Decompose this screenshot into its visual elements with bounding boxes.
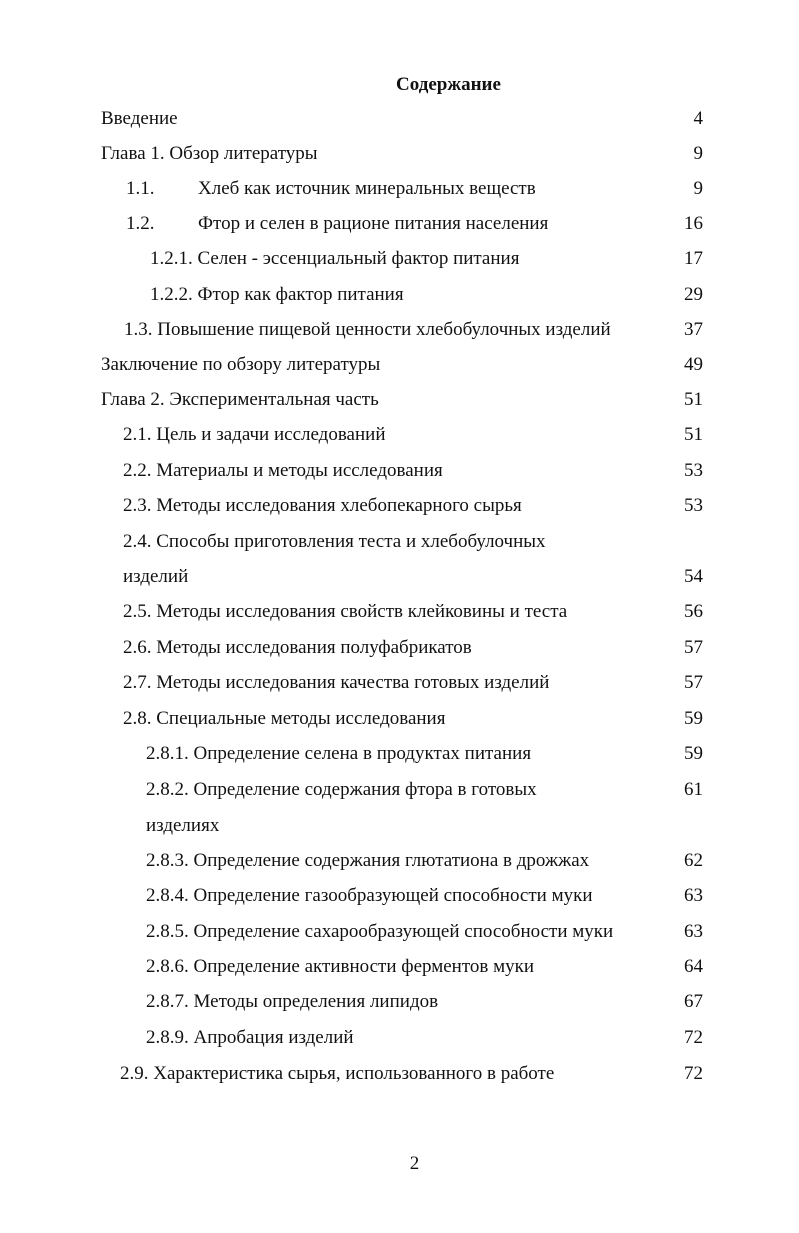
toc-entry-text: Хлеб как источник минеральных веществ — [198, 178, 536, 199]
toc-entry-page: 54 — [684, 566, 703, 587]
toc-entry-text: 2.6. Методы исследования полуфабрикатов — [123, 637, 472, 658]
toc-entry-page: 59 — [684, 743, 703, 764]
toc-entry-text: 2.4. Способы приготовления теста и хлебобулочных — [123, 531, 546, 552]
toc-entry-page: 63 — [684, 921, 703, 942]
toc-entry-text: 2.9. Характеристика сырья, использованного в работе — [120, 1063, 555, 1084]
toc-entry-page: 56 — [684, 601, 703, 622]
toc-entry-text: 2.8.3. Определение содержания глютатиона в дрожжах — [146, 850, 590, 871]
toc-entry-text: 2.8. Специальные методы исследования — [123, 708, 446, 729]
toc-entry-page: 9 — [693, 178, 703, 199]
toc-entry-page: 17 — [684, 248, 703, 269]
toc-entry-text: Введение — [101, 108, 178, 129]
toc-entry-text: Фтор и селен в рационе питания населения — [198, 213, 549, 234]
toc-entry-text: Заключение по обзору литературы — [101, 354, 381, 375]
toc-entry-page: 16 — [684, 213, 703, 234]
toc-entry-page: 62 — [684, 850, 703, 871]
toc-entry-label: 1.1. — [126, 178, 155, 199]
toc-entry-page: 9 — [693, 143, 703, 164]
toc-entry-page: 61 — [684, 779, 703, 800]
toc-entry-text-continued: изделий — [123, 566, 189, 587]
toc-entry-page: 53 — [684, 495, 703, 516]
toc-entry-page: 72 — [684, 1027, 703, 1048]
toc-entry-text: 2.8.1. Определение селена в продуктах питания — [146, 743, 532, 764]
toc-entry-text: 2.8.7. Методы определения липидов — [146, 991, 439, 1012]
toc-entry-text: 2.8.9. Апробация изделий — [146, 1027, 354, 1048]
toc-entry-text: 1.3. Повышение пищевой ценности хлебобулочных изделий — [124, 319, 611, 340]
toc-entry-page: 72 — [684, 1063, 703, 1084]
toc-entry-text: 2.8.4. Определение газообразующей способности муки — [146, 885, 593, 906]
toc-entry-text-continued: изделиях — [146, 815, 220, 836]
toc-entry-page: 59 — [684, 708, 703, 729]
toc-entry-text: 2.8.5. Определение сахарообразующей способности муки — [146, 921, 614, 942]
toc-entry-text: 2.2. Материалы и методы исследования — [123, 460, 443, 481]
page-number: 2 — [409, 1153, 420, 1174]
toc-entry-page: 64 — [684, 956, 703, 977]
toc-entry-text: 2.1. Цель и задачи исследований — [123, 424, 386, 445]
page-title: Содержание — [396, 74, 501, 95]
toc-entry-page: 63 — [684, 885, 703, 906]
toc-entry-text: Глава 2. Экспериментальная часть — [101, 389, 379, 410]
toc-entry-page: 4 — [693, 108, 703, 129]
toc-entry-page: 51 — [684, 424, 703, 445]
toc-entry-text: 2.5. Методы исследования свойств клейковины и теста — [123, 601, 568, 622]
toc-entry-text: 1.2.1. Селен - эссенциальный фактор питания — [150, 248, 520, 269]
toc-entry-page: 57 — [684, 672, 703, 693]
toc-entry-page: 67 — [684, 991, 703, 1012]
toc-entry-text: 2.7. Методы исследования качества готовых изделий — [123, 672, 550, 693]
toc-entry-text: 1.2.2. Фтор как фактор питания — [150, 284, 404, 305]
toc-entry-text: 2.8.6. Определение активности ферментов муки — [146, 956, 535, 977]
toc-entry-page: 49 — [684, 354, 703, 375]
toc-entry-label: 1.2. — [126, 213, 155, 234]
toc-entry-text: 2.8.2. Определение содержания фтора в готовых — [146, 779, 537, 800]
toc-entry-page: 29 — [684, 284, 703, 305]
toc-entry-page: 51 — [684, 389, 703, 410]
toc-entry-page: 37 — [684, 319, 703, 340]
toc-entry-page: 53 — [684, 460, 703, 481]
toc-entry-text: 2.3. Методы исследования хлебопекарного сырья — [123, 495, 522, 516]
toc-entry-page: 57 — [684, 637, 703, 658]
toc-entry-text: Глава 1. Обзор литературы — [101, 143, 318, 164]
